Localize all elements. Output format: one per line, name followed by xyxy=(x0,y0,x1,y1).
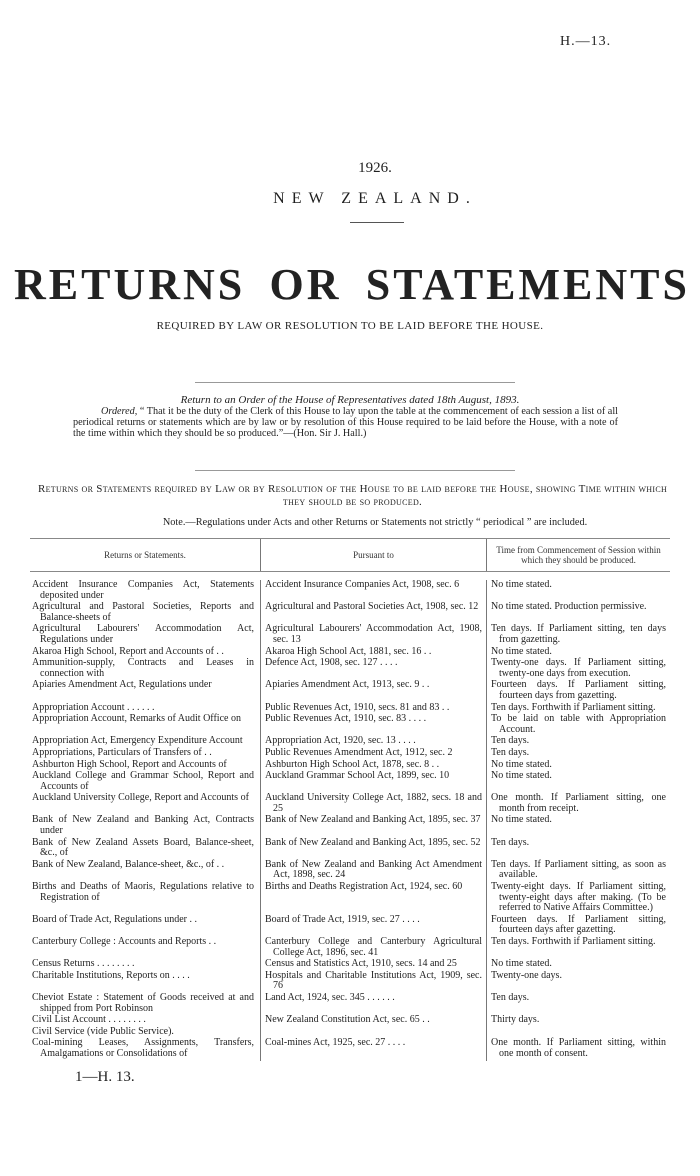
time-limit: Twenty-eight days. If Parliament sitting, twenty-eight days after making. (To be referred to Native Affairs Committee.) xyxy=(486,882,670,915)
table-heading: Returns or Statements required by Law or by Resolution of the House to be laid before the House, showing Time within which they should be so produced. xyxy=(37,483,668,508)
column-header-time: Time from Commencement of Session within which they should be produced. xyxy=(486,539,670,571)
pursuant-to: Board of Trade Act, 1919, sec. 27 . . . . xyxy=(260,915,486,937)
time-limit: No time stated. xyxy=(486,815,670,837)
pursuant-to: Land Act, 1924, sec. 345 . . . . . . xyxy=(260,993,486,1015)
column-header-pursuant: Pursuant to xyxy=(260,539,486,571)
return-name: Ashburton High School, Report and Accounts of xyxy=(32,758,227,770)
return-name: Apiaries Amendment Act, Regulations under xyxy=(32,679,212,691)
time-limit: Fourteen days. If Parliament sitting, fourteen days after gazetting. xyxy=(486,915,670,937)
table-row xyxy=(30,882,670,915)
pursuant-to: Census and Statistics Act, 1910, secs. 14 and 25 xyxy=(260,959,486,971)
ordered-text: “ That it be the duty of the Clerk of this House to lay upon the table at the commencement of each session a list of all periodical returns or statements which are by law or by resolution of this House required to be laid before the House, with a note of the time within which they should be so produced.”—(Hon. Sir J. Hall.) xyxy=(73,406,618,439)
time-limit: Ten days. xyxy=(486,838,670,860)
table-row xyxy=(30,793,670,815)
pursuant-to: Bank of New Zealand and Banking Act, 1895, sec. 37 xyxy=(260,815,486,837)
return-name: Auckland University College, Report and Accounts of xyxy=(32,792,249,804)
pursuant-to: Apiaries Amendment Act, 1913, sec. 9 . . xyxy=(260,680,486,702)
pursuant-to: Bank of New Zealand and Banking Act Amendment Act, 1898, sec. 24 xyxy=(260,860,486,882)
table-row xyxy=(30,771,670,793)
pursuant-to: Ashburton High School Act, 1878, sec. 8 . . xyxy=(260,760,486,772)
time-limit: No time stated. xyxy=(486,959,670,971)
return-name: Appropriation Account . . . . . . xyxy=(32,701,155,713)
table-row xyxy=(30,580,670,602)
time-limit: No time stated. xyxy=(486,771,670,793)
time-limit: No time stated. xyxy=(486,760,670,772)
return-name: Ammunition-supply, Contracts and Leases in connection with xyxy=(32,657,254,679)
time-limit: Ten days. If Parliament sitting, ten days from gazetting. xyxy=(486,624,670,646)
return-name: Charitable Institutions, Reports on . . . . xyxy=(32,969,190,981)
time-limit: Fourteen days. If Parliament sitting, fourteen days from gazetting. xyxy=(486,680,670,702)
page-reference: H.—13. xyxy=(560,34,612,49)
time-limit: No time stated. Production permissive. xyxy=(486,602,670,624)
title-word: OR xyxy=(269,260,342,309)
time-limit: Ten days. Forthwith if Parliament sitting. xyxy=(486,937,670,959)
order-line: Return to an Order of the House of Representatives dated 18th August, 1893. xyxy=(180,394,520,406)
pursuant-to: Bank of New Zealand and Banking Act, 1895, sec. 52 xyxy=(260,838,486,860)
pursuant-to: Canterbury College and Canterbury Agricultural College Act, 1896, sec. 41 xyxy=(260,937,486,959)
pursuant-to: Births and Deaths Registration Act, 1924, sec. 60 xyxy=(260,882,486,915)
pursuant-to: Agricultural Labourers' Accommodation Act, 1908, sec. 13 xyxy=(260,624,486,646)
return-name: Appropriations, Particulars of Transfers of . . xyxy=(32,746,212,758)
ordered-label: Ordered, xyxy=(101,406,138,417)
pursuant-to: Hospitals and Charitable Institutions Act, 1909, sec. 76 xyxy=(260,971,486,993)
return-name: Agricultural and Pastoral Societies, Reports and Balance-sheets of xyxy=(32,601,254,623)
time-limit: Ten days. xyxy=(486,993,670,1015)
time-limit: Ten days. xyxy=(486,736,670,748)
country-heading: NEW ZEALAND. xyxy=(273,190,477,207)
return-name: Bank of New Zealand Assets Board, Balance-sheet, &c., of xyxy=(32,836,254,859)
time-limit: Thirty days. xyxy=(486,1015,670,1027)
table-row xyxy=(30,860,670,882)
note: Note.—Regulations under Acts and other Returns or Statements not strictly “ periodical ” are included. xyxy=(162,517,588,528)
time-limit: Ten days. Forthwith if Parliament sitting. xyxy=(486,703,670,715)
pursuant-to: Coal-mines Act, 1925, sec. 27 . . . . xyxy=(260,1038,486,1060)
return-name: Board of Trade Act, Regulations under . . xyxy=(32,913,197,925)
table-row xyxy=(30,815,670,837)
table-row xyxy=(30,838,670,860)
table-body xyxy=(30,580,670,1086)
return-name: Cheviot Estate : Statement of Goods received at and shipped from Port Robinson xyxy=(32,991,254,1014)
return-name: Civil List Account . . . . . . . . xyxy=(32,1014,146,1026)
time-limit: Twenty-one days. xyxy=(486,971,670,993)
pursuant-to: Public Revenues Act, 1910, sec. 83 . . . . xyxy=(260,714,486,736)
year: 1926. xyxy=(358,160,392,176)
pursuant-to: Accident Insurance Companies Act, 1908, sec. 6 xyxy=(260,580,486,602)
time-limit: To be laid on table with Appropriation Account. xyxy=(486,714,670,736)
return-name: Auckland College and Grammar School, Report and Accounts of xyxy=(32,770,254,792)
divider xyxy=(350,222,404,223)
return-name: Bank of New Zealand, Balance-sheet, &c., of . . xyxy=(32,858,225,870)
return-name: Census Returns . . . . . . . . xyxy=(32,958,135,970)
return-name: Appropriation Act, Emergency Expenditure Account xyxy=(32,735,243,747)
title-word: STATEMENTS xyxy=(365,260,690,309)
title-word: RETURNS xyxy=(14,260,246,309)
footer-mark: 1—H. 13. xyxy=(75,1068,135,1085)
column-header-returns: Returns or Statements. xyxy=(104,550,186,560)
return-name: Accident Insurance Companies Act, Statements deposited under xyxy=(32,579,254,601)
table-row xyxy=(30,1038,670,1060)
pursuant-to: Akaroa High School Act, 1881, sec. 16 . . xyxy=(260,647,486,659)
pursuant-to: Auckland University College Act, 1882, secs. 18 and 25 xyxy=(260,793,486,815)
table-row xyxy=(30,748,670,760)
time-limit: Ten days. xyxy=(486,748,670,760)
table-row xyxy=(30,714,670,736)
return-name: Akaroa High School, Report and Accounts of . . xyxy=(32,645,224,657)
return-name: Canterbury College : Accounts and Reports . . xyxy=(32,936,217,947)
table-row xyxy=(30,937,670,959)
table-rows xyxy=(30,580,670,1061)
table-row xyxy=(30,915,670,937)
table-row xyxy=(30,993,670,1015)
document-title xyxy=(14,260,690,310)
time-limit: One month. If Parliament sitting, one month from receipt. xyxy=(486,793,670,815)
table-row xyxy=(30,680,670,702)
document-subtitle: REQUIRED BY LAW OR RESOLUTION TO BE LAID BEFORE THE HOUSE. xyxy=(156,320,544,332)
time-limit: One month. If Parliament sitting, within one month of consent. xyxy=(486,1038,670,1060)
table-row xyxy=(30,1015,670,1027)
ordered-paragraph xyxy=(73,406,618,439)
return-name: Bank of New Zealand and Banking Act, Contracts under xyxy=(32,814,254,837)
pursuant-to: Agricultural and Pastoral Societies Act, 1908, sec. 12 xyxy=(260,602,486,624)
return-name: Civil Service (vide Public Service). xyxy=(32,1025,174,1037)
table-row xyxy=(30,602,670,624)
return-name: Agricultural Labourers' Accommodation Act, Regulations under xyxy=(32,623,254,645)
time-limit: Ten days. If Parliament sitting, as soon as available. xyxy=(486,860,670,882)
pursuant-to: New Zealand Constitution Act, sec. 65 . . xyxy=(260,1015,486,1027)
return-name: Births and Deaths of Maoris, Regulations relative to Registration of xyxy=(32,881,254,903)
pursuant-to: Public Revenues Amendment Act, 1912, sec. 2 xyxy=(260,748,486,760)
pursuant-to: Appropriation Act, 1920, sec. 13 . . . . xyxy=(260,736,486,748)
time-limit: Twenty-one days. If Parliament sitting, twenty-one days from execution. xyxy=(486,658,670,680)
table-row xyxy=(30,624,670,646)
divider xyxy=(195,470,515,471)
return-name: Coal-mining Leases, Assignments, Transfers, Amalgamations or Consolidations of xyxy=(32,1037,254,1059)
table-row xyxy=(30,658,670,680)
return-name: Appropriation Account, Remarks of Audit Office on xyxy=(32,713,241,725)
pursuant-to: Defence Act, 1908, sec. 127 . . . . xyxy=(260,658,486,680)
time-limit: No time stated. xyxy=(486,580,670,602)
table-row xyxy=(30,971,670,993)
time-limit: No time stated. xyxy=(486,647,670,659)
pursuant-to: Auckland Grammar School Act, 1899, sec. 10 xyxy=(260,771,486,793)
pursuant-to: Public Revenues Act, 1910, secs. 81 and 83 . . xyxy=(260,703,486,715)
table-header xyxy=(30,538,670,572)
divider xyxy=(195,382,515,383)
